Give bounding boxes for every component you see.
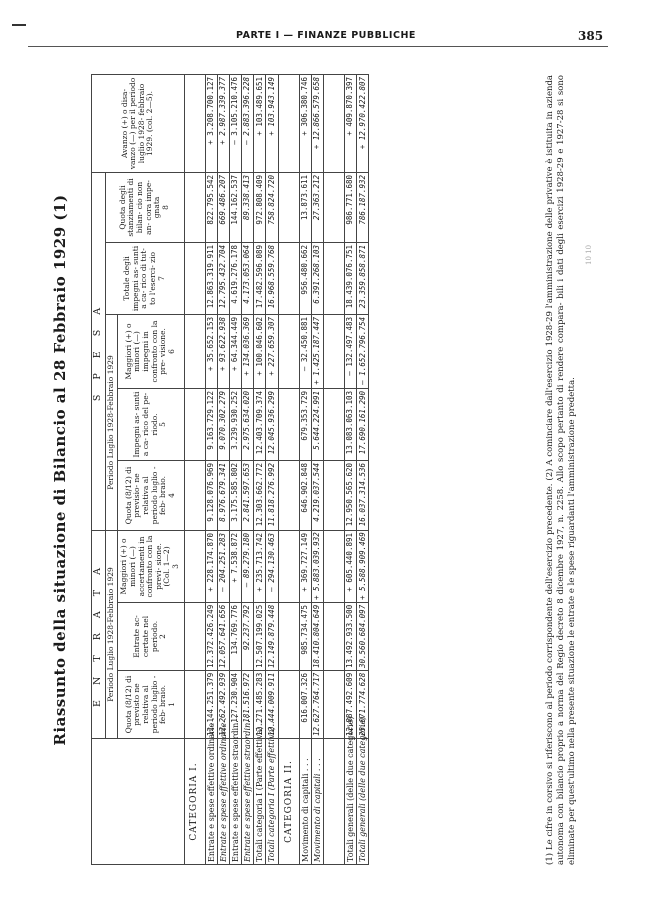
- table-row: Movimento di capitali . . . 12.627.764.717 18.410.804.649 + 5.883.039.932 4.219.037.544 5.644.224.991 + 1.425.187.447 6.391.268.103 27.363.212 + 12.866.579.658: [311, 74, 323, 864]
- budget-table: [91, 74, 369, 865]
- column-head-6: Maggiori (+) o minori (—) impegni in confronto con la pre- visione. 6: [117, 314, 184, 388]
- entrata-group-head: E N T R A T A: [92, 530, 106, 738]
- table-row: Totali generali (delle due categorie) 12.887.492.609 13.492.933.500 + 605.440.891 12.950.565.620 13.083.063.103 — 132.497.483 18.439.076.751 986.771.680 + 409.870.397: [345, 74, 357, 864]
- table-row: Entrate e spese effettive ordinarie . 12.262.492.939 12.057.641.656 — 204.251.283 8.976.679.341 9.070.302.279 + 93.622.938 12.795.432.704 669.486.207 + 2.987.339.377: [217, 74, 229, 864]
- footnote: (1) Le cifre in corsivo si riferiscono al periodo corrispondente dell'esercizio precedente. (2) A cominciare dall'esercizio 1928-29 l'amministrazione delle privative è istituita in azienda autonoma con bilancio proprio a norma del Regio decreto 8 dicembre 1927, n. 2258. Allo scopo pertanto di rendere compara- bili i dati degli esercizi 1928-29 e 1927-28 si sono eliminate per quest'ultimo nella presente situazione le entrate e le spese riguardanti l'amministrazione predetta.: [545, 75, 578, 865]
- column-head-1: Quota (8/12) di previsto ne relativa al periodo luglio - feb- braio. 1: [117, 671, 184, 739]
- header-rule: [28, 46, 608, 47]
- page-header: [0, 0, 653, 44]
- column-head-avanzo: Avanzo (+) o disa- vanzo (—) per il periodo luglio 1928- febbraio 1929. (col. 2—5).: [92, 74, 185, 172]
- table-row: Movimento di capitali . . . 616.007.326 985.734.475 + 369.727.149 646.902.848 679.353.729 — 32.450.881 956.480.662 13.873.611 + 306.380.746: [299, 74, 311, 864]
- page-number: 385: [578, 29, 604, 43]
- label-column-head: [92, 739, 185, 865]
- table-row: Entrate e spese effettive straordin. . 181.516.972 92.237.792 — 89.279.180 2.841.597.653 2.975.634.020 + 134.036.369 4.173.053.064 89.338.413 — 2.883.396.228: [242, 74, 254, 864]
- table-row: Entrate e spese effettive straordin. . 127.230.904 134.769.776 + 7.538.872 3.175.585.802 3.239.930.252 + 64.344.449 4.619.276.178 144.162.537 — 3.105.210.476: [229, 74, 241, 864]
- column-head-5: Impegni as- sunti a ca- rico del pe- riodo. 5: [117, 388, 184, 460]
- table-row: Totali generali (delle due categorie) 25.071.774.628 30.560.684.097 + 5.588.909.469 16.037.314.536 17.690.161.290 — 1.652.796.754 23.359.858.871 786.187.932 + 12.970.422.807: [357, 74, 369, 864]
- column-head-8: Quota degli stanziamenti di bilan- cio non an- cora impe- gnata 8: [105, 172, 184, 242]
- column-head-3: Maggiori (+) o minori (—) accertamenti in confronto con la previ- sione. (Col. 1—2) 3: [117, 530, 184, 602]
- header-dash: [12, 24, 26, 26]
- column-head-2: Entrate ac- certate nel periodo. 2: [117, 603, 184, 671]
- period-head-entrata: Periodo Luglio 1928-Febbraio 1929: [105, 530, 117, 738]
- running-title: PARTE I — FINANZE PUBBLICHE: [236, 30, 416, 41]
- table-row: Entrate e spese effettive ordinarie . 12.144.251.379 12.372.426.249 + 228.174.870 9.128.076.969 9.163.729.122 + 35.652.153 12.863.319.911 822.795.542 + 3.208.700.127: [205, 74, 217, 864]
- table-row: Totali categoria I (Parte effettiva) . 12.271.485.283 12.507.199.025 + 235.713.742 12.303.662.772 12.403.709.374 + 100.046.602 17.482.596.089 972.808.409 + 103.489.651: [254, 74, 266, 864]
- margin-note: 10 10: [585, 244, 593, 265]
- category-1-heading: CATEGORIA I.: [184, 739, 205, 865]
- table-row: Totali categoria I (Parte effettiva) . 12.444.009.911 12.149.879.448 — 294.130.463 11.818.276.992 12.045.936.299 + 227.659.307 16.968.559.768 758.824.720 + 103.943.149: [266, 74, 278, 864]
- column-head-4: Quota (8/12) di previsio- ne relativa al periodo luglio - feb- braio. 4: [117, 460, 184, 530]
- category-2-heading: CATEGORIA II.: [278, 739, 299, 865]
- column-head-7: Totale degli impegni as- sunti a ca- rico di tut- to l'eserci- zio 7: [105, 242, 184, 314]
- page-title: Riassunto della situazione di Bilancio al 28 Febbraio 1929 (1): [51, 194, 69, 746]
- spesa-group-head: S P E S A: [92, 172, 106, 530]
- rotated-page-body: [45, 55, 605, 885]
- period-head-spesa: Periodo Luglio 1928-Febbraio 1929: [105, 314, 117, 530]
